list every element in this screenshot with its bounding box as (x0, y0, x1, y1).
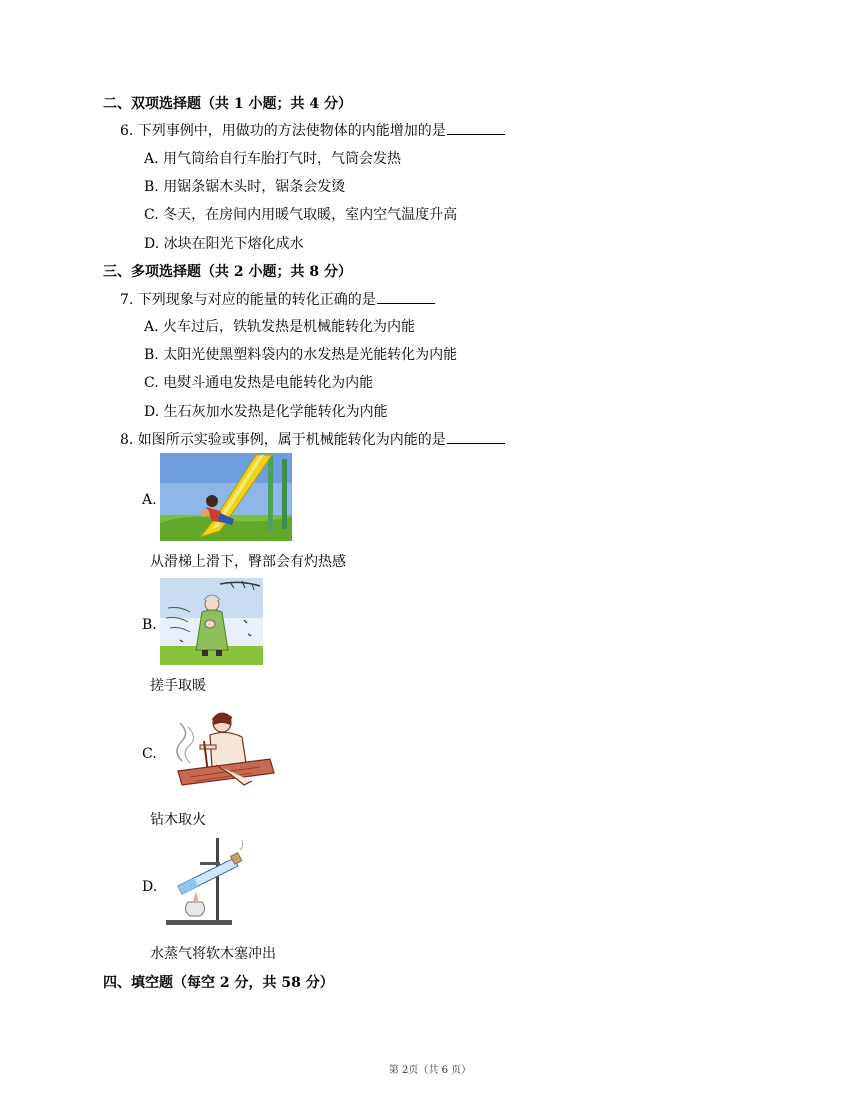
question-8-option-a-letter: A. (142, 492, 157, 508)
question-7-text: 7. 下列现象与对应的能量的转化正确的是 (120, 292, 376, 308)
question-7-option-d: D. 生石灰加水发热是化学能转化为内能 (144, 404, 388, 420)
question-6-stem (120, 120, 505, 140)
rubbing-hands-illustration (160, 578, 263, 665)
answer-blank (447, 430, 505, 444)
question-8-option-c-letter: C. (142, 746, 157, 762)
test-tube-apparatus-illustration (160, 836, 245, 928)
question-6-option-b: B. 用锯条锯木头时，锯条会发烫 (144, 179, 346, 195)
question-6-option-a: A. 用气筒给自行车胎打气时，气筒会发热 (144, 151, 402, 167)
question-6-text: 6. 下列事例中，用做功的方法使物体的内能增加的是 (120, 123, 446, 139)
question-8-text: 8. 如图所示实验或事例，属于机械能转化为内能的是 (120, 432, 446, 448)
question-8-stem (120, 429, 505, 449)
question-6-option-c: C. 冬天，在房间内用暖气取暖，室内空气温度升高 (144, 207, 458, 223)
question-7-option-c: C. 电熨斗通电发热是电能转化为内能 (144, 375, 374, 391)
section-heading-multi-choice: 三、多项选择题（共 2 小题；共 8 分） (103, 264, 352, 280)
question-6-option-d: D. 冰块在阳光下熔化成水 (144, 236, 304, 252)
section-heading-double-choice: 二、双项选择题（共 1 小题；共 4 分） (103, 96, 352, 112)
slide-illustration (160, 453, 292, 541)
page-footer: 第 2页（共 6 页） (388, 1065, 472, 1076)
question-8-option-b-caption: 搓手取暖 (150, 678, 206, 694)
answer-blank (447, 121, 505, 135)
drilling-wood-illustration (160, 701, 278, 798)
question-7-stem (120, 289, 435, 309)
question-7-option-b: B. 太阳光使黑塑料袋内的水发热是光能转化为内能 (144, 347, 458, 363)
question-8-option-d-letter: D. (142, 879, 158, 895)
question-8-option-c-caption: 钻木取火 (150, 812, 206, 828)
section-heading-fill-in: 四、填空题（每空 2 分，共 58 分） (103, 975, 334, 991)
question-7-option-a: A. 火车过后，铁轨发热是机械能转化为内能 (144, 319, 416, 335)
question-8-option-d-caption: 水蒸气将软木塞冲出 (150, 946, 276, 962)
question-8-option-a-caption: 从滑梯上滑下，臀部会有灼热感 (150, 554, 346, 570)
answer-blank (377, 290, 435, 304)
question-8-option-b-letter: B. (142, 617, 157, 633)
